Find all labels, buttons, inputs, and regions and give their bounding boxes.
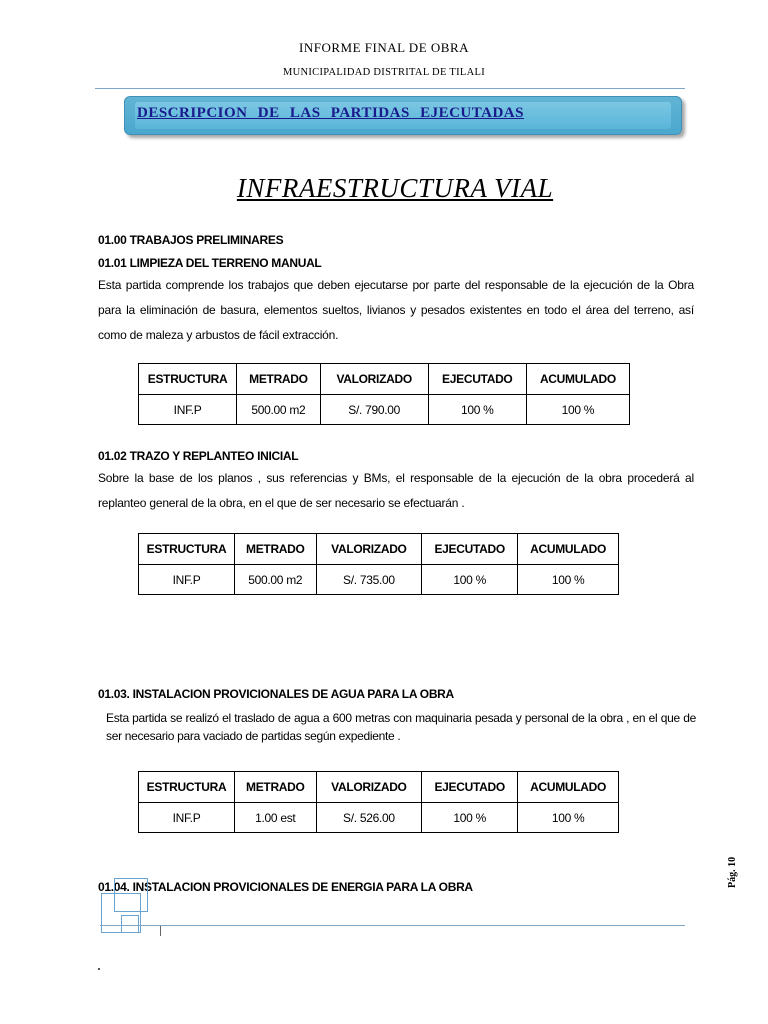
cell-ejecutado: 100 % — [428, 395, 526, 425]
col-acumulado: ACUMULADO — [526, 364, 629, 395]
table-header-row — [139, 772, 619, 803]
section-heading-0102: 01.02 TRAZO Y REPLANTEO INICIAL — [98, 449, 299, 463]
col-ejecutado: EJECUTADO — [422, 534, 518, 565]
section-paragraph-0101: Esta partida comprende los trabajos que deben ejecutarse por parte del responsable de la ejecución de la Obra para la eliminación de basura, elementos sueltos, livianos y pesados existentes en todo el área del terreno, así como de maleza y arbustos de fácil extracción. — [98, 278, 694, 342]
col-ejecutado: EJECUTADO — [428, 364, 526, 395]
cell-acumulado: 100 % — [518, 803, 619, 833]
table-row — [139, 803, 619, 833]
col-valorizado: VALORIZADO — [320, 364, 428, 395]
footer-tick — [160, 926, 161, 936]
section-banner-text: DESCRIPCION DE LAS PARTIDAS EJECUTADAS — [137, 105, 524, 121]
header-rule — [95, 88, 685, 89]
cell-ejecutado: 100 % — [422, 565, 518, 595]
section-banner — [124, 96, 682, 135]
table-header-row — [139, 364, 630, 395]
table-0102 — [138, 533, 619, 595]
cell-valorizado: S/. 790.00 — [320, 395, 428, 425]
section-heading-0103: 01.03. INSTALACION PROVICIONALES DE AGUA PARA LA OBRA — [98, 687, 454, 701]
table-header-row — [139, 534, 619, 565]
section-paragraph-0102: Sobre la base de los planos , sus referencias y BMs, el responsable de la ejecución de la obra procederá al replanteo general de la obra, en el que de ser necesario se efectuarán . — [98, 471, 694, 510]
cell-ejecutado: 100 % — [422, 803, 518, 833]
col-metrado: METRADO — [235, 772, 317, 803]
col-estructura: ESTRUCTURA — [139, 772, 235, 803]
col-estructura: ESTRUCTURA — [139, 364, 237, 395]
report-title: INFORME FINAL DE OBRA — [299, 40, 469, 55]
col-metrado: METRADO — [235, 534, 317, 565]
cell-metrado: 500.00 m2 — [235, 565, 317, 595]
cell-acumulado: 100 % — [518, 565, 619, 595]
section-paragraph-0103: Esta partida se realizó el traslado de agua a 600 metras con maquinaria pesada y personal de la obra , en el que de ser necesario para vaciado de partidas según expediente . — [106, 711, 696, 743]
section-heading-0104: 01.04. INSTALACION PROVICIONALES DE ENERGIA PARA LA OBRA — [98, 880, 473, 894]
col-valorizado: VALORIZADO — [316, 772, 422, 803]
cell-acumulado: 100 % — [526, 395, 629, 425]
table-row — [139, 565, 619, 595]
table-0103 — [138, 771, 619, 833]
page-number: Pág. 10 — [727, 856, 738, 888]
table-row — [139, 395, 630, 425]
footer-dot — [98, 968, 100, 970]
section-heading-0100: 01.00 TRABAJOS PRELIMINARES — [98, 233, 284, 247]
footer-square-decoration — [121, 915, 139, 933]
col-valorizado: VALORIZADO — [316, 534, 422, 565]
cell-metrado: 1.00 est — [235, 803, 317, 833]
cell-valorizado: S/. 526.00 — [316, 803, 422, 833]
cell-estructura: INF.P — [139, 565, 235, 595]
footer-rule — [100, 925, 685, 926]
col-metrado: METRADO — [237, 364, 320, 395]
cell-estructura: INF.P — [139, 395, 237, 425]
col-acumulado: ACUMULADO — [518, 772, 619, 803]
cell-estructura: INF.P — [139, 803, 235, 833]
section-heading-0101: 01.01 LIMPIEZA DEL TERRENO MANUAL — [98, 256, 322, 270]
col-ejecutado: EJECUTADO — [422, 772, 518, 803]
col-acumulado: ACUMULADO — [518, 534, 619, 565]
main-title: INFRAESTRUCTURA VIAL — [236, 173, 554, 203]
table-0101 — [138, 363, 630, 425]
cell-valorizado: S/. 735.00 — [316, 565, 422, 595]
cell-metrado: 500.00 m2 — [237, 395, 320, 425]
col-estructura: ESTRUCTURA — [139, 534, 235, 565]
municipality-name: MUNICIPALIDAD DISTRITAL DE TILALI — [282, 67, 486, 78]
